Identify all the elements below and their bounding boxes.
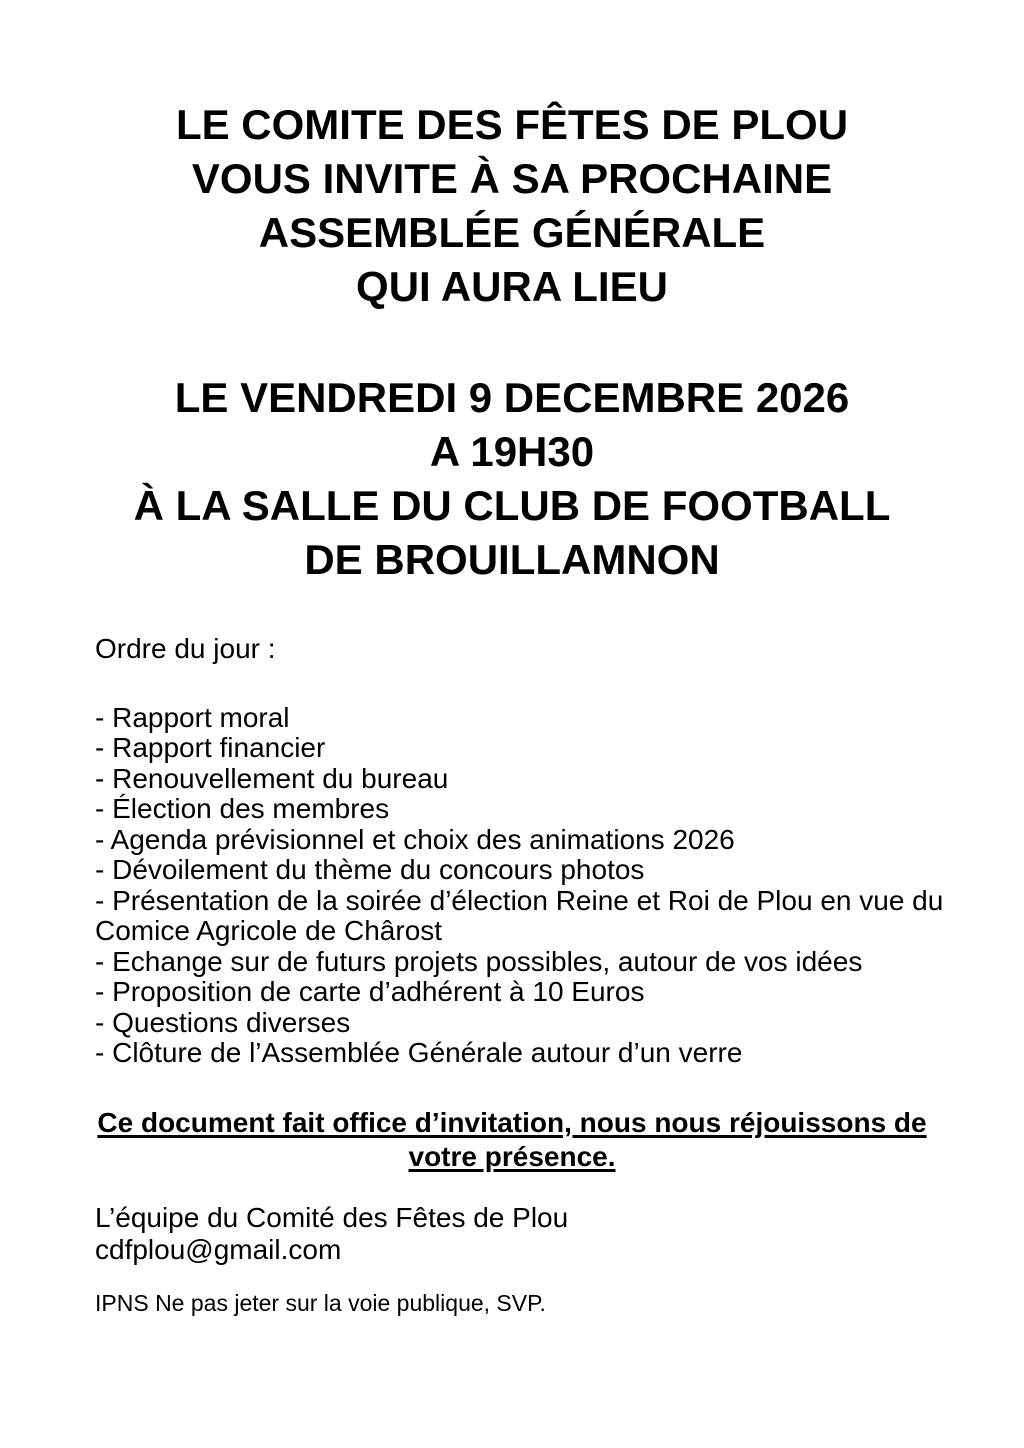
agenda-item: - Clôture de l’Assemblée Générale autour d’un verre	[95, 1037, 743, 1068]
agenda-item: - Dévoilement du thème du concours photos	[95, 854, 645, 885]
agenda-item: - Rapport moral	[95, 701, 290, 733]
footer-note: IPNS Ne pas jeter sur la voie publique, SVP.	[95, 1289, 546, 1316]
agenda-item: - Questions diverses	[95, 1006, 351, 1038]
event-place-line: DE BROUILLAMNON	[304, 536, 720, 583]
agenda-item: - Echange sur de futurs projets possibles, autour de vos idées	[95, 945, 863, 977]
agenda-item: - Élection des membres	[95, 793, 390, 824]
title-line-1: LE COMITE DES FÊTES DE PLOU	[175, 101, 849, 148]
title-line-2: VOUS INVITE À SA PROCHAINE	[191, 155, 833, 202]
event-venue-line: À LA SALLE DU CLUB DE FOOTBALL	[133, 482, 891, 529]
signature-block	[0, 1202, 1024, 1266]
invitation-note: Ce document fait office d’invitation, nous nous réjouissons de votre présence.	[97, 1106, 927, 1172]
agenda-item: - Renouvellement du bureau	[95, 762, 449, 794]
title-block	[0, 98, 1024, 314]
title-line-3: ASSEMBLÉE GÉNÉRALE	[258, 209, 766, 256]
agenda-item: - Agenda prévisionnel et choix des animations 2026	[95, 823, 735, 855]
agenda-item: - Proposition de carte d’adhérent à 10 Euros	[95, 976, 645, 1007]
event-time-line: A 19H30	[429, 428, 595, 475]
agenda-list	[95, 703, 945, 1069]
signature-team: L’équipe du Comité des Fêtes de Plou	[95, 1201, 569, 1233]
event-details-block	[0, 371, 1024, 587]
event-date-line: LE VENDREDI 9 DECEMBRE 2026	[174, 374, 850, 421]
agenda-item: - Rapport financier	[95, 732, 326, 763]
agenda-section	[0, 634, 945, 1069]
signature-email: cdfplou@gmail.com	[95, 1233, 342, 1265]
title-line-4: QUI AURA LIEU	[356, 263, 668, 310]
agenda-item: - Présentation de la soirée d’élection Reine et Roi de Plou en vue du Comice Agricole de Chârost	[95, 884, 944, 946]
agenda-heading: Ordre du jour :	[95, 633, 276, 664]
